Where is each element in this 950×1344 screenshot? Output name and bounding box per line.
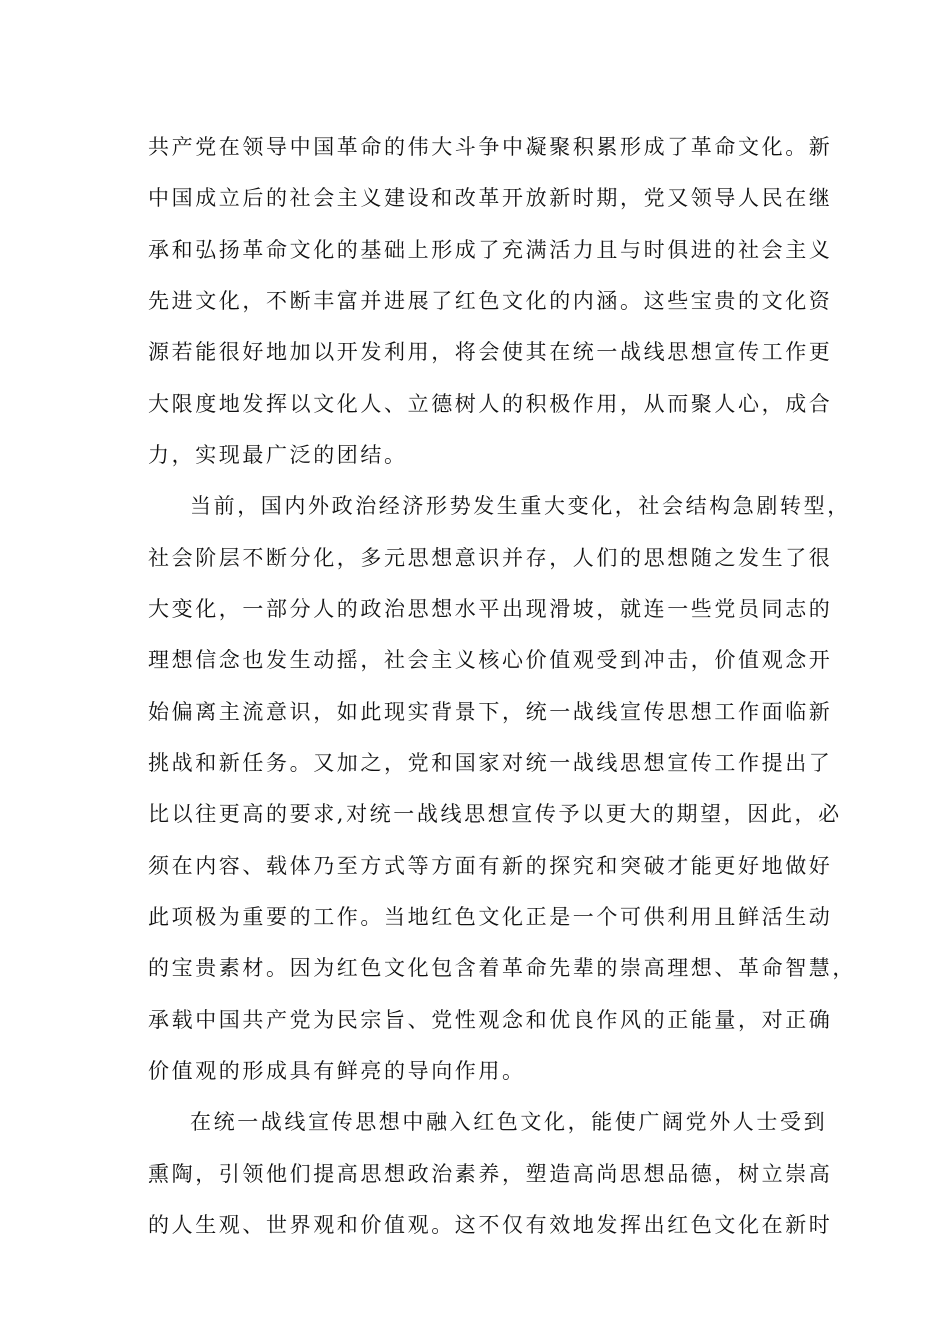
text-line: 中国成立后的社会主义建设和改革开放新时期，党又领导人民在继 bbox=[148, 186, 833, 210]
text-line: 挑战和新任务。又加之，党和国家对统一战线思想宣传工作提出了 bbox=[148, 751, 833, 775]
text-line: 熏陶，引领他们提高思想政治素养，塑造高尚思想品德，树立崇高 bbox=[148, 1162, 833, 1186]
text-line: 源若能很好地加以开发利用，将会使其在统一战线思想宣传工作更 bbox=[148, 340, 833, 364]
text-line: 承和弘扬革命文化的基础上形成了充满活力且与时俱进的社会主义 bbox=[148, 238, 833, 262]
text-line: 大限度地发挥以文化人、立德树人的积极作用，从而聚人心，成合 bbox=[148, 392, 833, 416]
text-line: 此项极为重要的工作。当地红色文化正是一个可供利用且鲜活生动 bbox=[148, 905, 833, 929]
text-line: 共产党在领导中国革命的伟大斗争中凝聚积累形成了革命文化。新 bbox=[148, 135, 833, 159]
paragraph-first-line: 当前，国内外政治经济形势发生重大变化，社会结构急剧转型， bbox=[190, 494, 851, 518]
text-line: 承载中国共产党为民宗旨、党性观念和优良作风的正能量，对正确 bbox=[148, 1008, 833, 1032]
text-line: 始偏离主流意识，如此现实背景下，统一战线宣传思想工作面临新 bbox=[148, 700, 833, 724]
paragraph-first-line: 在统一战线宣传思想中融入红色文化，能使广阔党外人士受到 bbox=[190, 1110, 828, 1134]
text-line: 的宝贵素材。因为红色文化包含着革命先辈的崇高理想、革命智慧， bbox=[148, 956, 856, 980]
text-line: 的人生观、世界观和价值观。这不仅有效地发挥出红色文化在新时 bbox=[148, 1213, 833, 1237]
text-line: 先进文化，不断丰富并进展了红色文化的内涵。这些宝贵的文化资 bbox=[148, 289, 833, 313]
text-line: 价值观的形成具有鲜亮的导向作用。 bbox=[148, 1059, 526, 1083]
text-line: 社会阶层不断分化，多元思想意识并存，人们的思想随之发生了很 bbox=[148, 546, 833, 570]
text-line: 须在内容、载体乃至方式等方面有新的探究和突破才能更好地做好 bbox=[148, 854, 833, 878]
text-line: 大变化，一部分人的政治思想水平出现滑坡，就连一些党员同志的 bbox=[148, 597, 833, 621]
text-line: 比以往更高的要求,对统一战线思想宣传予以更大的期望，因此，必 bbox=[148, 802, 842, 826]
text-line: 力，实现最广泛的团结。 bbox=[148, 443, 408, 467]
text-line: 理想信念也发生动摇，社会主义核心价值观受到冲击，价值观念开 bbox=[148, 648, 833, 672]
